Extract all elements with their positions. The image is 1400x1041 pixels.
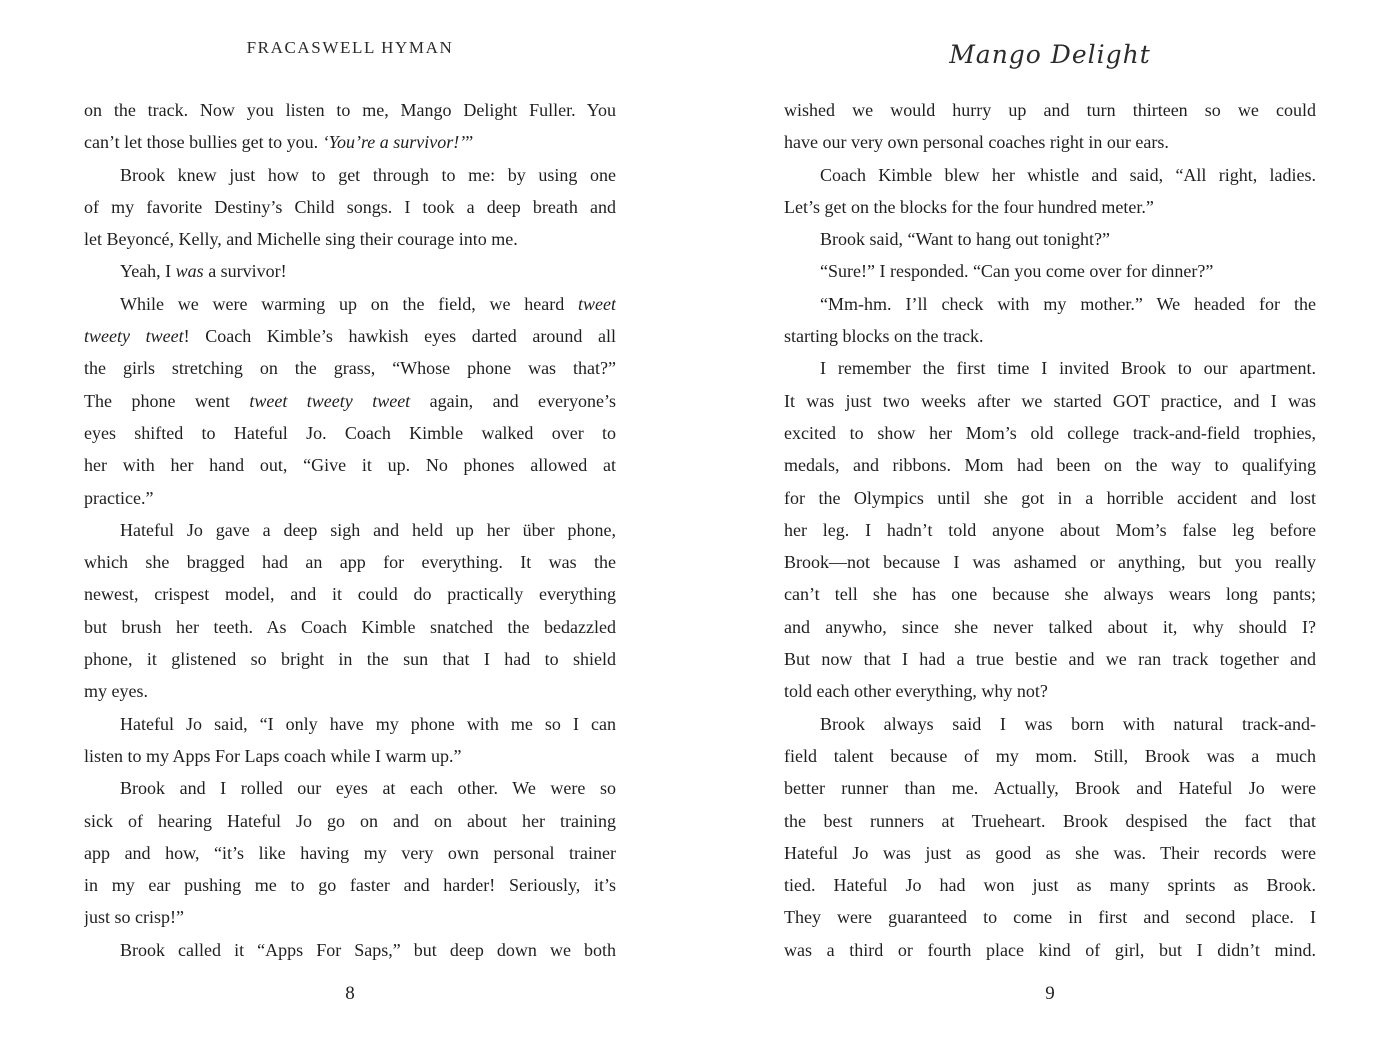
- text-line: which she bragged had an app for everything. It was the: [84, 552, 616, 573]
- text-line: Brook—not because I was ashamed or anything, but you really: [784, 552, 1316, 573]
- text-line: Let’s get on the blocks for the four hundred meter.”: [784, 196, 1154, 217]
- text-line: but brush her teeth. As Coach Kimble snatched the bedazzled: [84, 616, 616, 637]
- text-line: “Mm-hm. I’ll check with my mother.” We headed for the: [820, 293, 1316, 314]
- text-line: wished we would hurry up and turn thirteen so we could: [784, 100, 1316, 120]
- text-line: field talent because of my mom. Still, Brook was a much: [784, 745, 1316, 766]
- text-line: The phone went tweet tweety tweet again, and everyone’s: [84, 390, 616, 411]
- text-line: medals, and ribbons. Mom had been on the way to qualifying: [784, 455, 1316, 476]
- paragraph: [784, 159, 1316, 224]
- text-line: listen to my Apps For Laps coach while I warm up.”: [84, 745, 462, 766]
- text-line: my eyes.: [84, 681, 148, 702]
- text-line: the best runners at Trueheart. Brook despised the fact that: [784, 810, 1316, 831]
- text-line: I remember the first time I invited Brook to our apartment.: [820, 358, 1316, 379]
- text-line: Brook knew just how to get through to me: by using one: [120, 164, 616, 185]
- text-line: Brook called it “Apps For Saps,” but deep down we both: [120, 939, 616, 960]
- text-line: phone, it glistened so bright in the sun that I had to shield: [84, 649, 616, 670]
- running-head-author: FRACASWELL HYMAN: [246, 38, 454, 57]
- text-line: But now that I had a true bestie and we ran track together and: [784, 649, 1316, 670]
- text-line: her with her hand out, “Give it up. No phones allowed at: [84, 455, 616, 476]
- text-line: the girls stretching on the grass, “Whose phone was that?”: [84, 358, 616, 379]
- left-page-number: 8: [345, 983, 355, 1004]
- running-head-title: Mango Delight: [949, 40, 1151, 69]
- text-line: starting blocks on the track.: [784, 326, 984, 347]
- text-line: Brook and I rolled our eyes at each other. We were so: [120, 778, 616, 799]
- text-line: can’t tell she has one because she always wears long pants;: [784, 584, 1316, 605]
- text-line: of my favorite Destiny’s Child songs. I took a deep breath and: [84, 196, 616, 217]
- text-line: Yeah, I was a survivor!: [120, 261, 287, 282]
- text-line: newest, crispest model, and it could do practically everything: [84, 584, 616, 605]
- text-line: on the track. Now you listen to me, Mango Delight Fuller. You: [84, 100, 616, 120]
- text-line: have our very own personal coaches right in our ears.: [784, 132, 1169, 153]
- text-line: They were guaranteed to come in first and second place. I: [784, 907, 1316, 928]
- text-line: tied. Hateful Jo had won just as many sprints as Brook.: [784, 875, 1316, 896]
- text-line: “Sure!” I responded. “Can you come over for dinner?”: [820, 261, 1214, 282]
- paragraph: [84, 288, 616, 514]
- text-line: was a third or fourth place kind of girl, but I didn’t mind.: [784, 939, 1316, 960]
- text-line: Brook always said I was born with natural track-and-: [820, 713, 1316, 734]
- paragraph: [84, 772, 616, 933]
- text-line: Hateful Jo was just as good as she was. Their records were: [784, 842, 1316, 863]
- text-line: excited to show her Mom’s old college track-and-field trophies,: [784, 422, 1316, 443]
- text-line: tweety tweet! Coach Kimble’s hawkish eyes darted around all: [84, 326, 616, 347]
- text-line: Hateful Jo gave a deep sigh and held up her über phone,: [120, 519, 616, 540]
- left-page: [84, 0, 616, 1041]
- paragraph: [84, 255, 616, 287]
- text-line: Coach Kimble blew her whistle and said, “All right, ladies.: [820, 164, 1316, 185]
- paragraph: [784, 94, 1316, 159]
- right-page-number: 9: [1045, 983, 1055, 1004]
- text-line: While we were warming up on the field, we heard tweet: [120, 293, 616, 314]
- text-line: eyes shifted to Hateful Jo. Coach Kimble walked over to: [84, 422, 616, 443]
- paragraph: [784, 288, 1316, 353]
- text-line: let Beyoncé, Kelly, and Michelle sing their courage into me.: [84, 229, 518, 250]
- text-line: her leg. I hadn’t told anyone about Mom’s false leg before: [784, 519, 1316, 540]
- paragraph: [784, 708, 1316, 966]
- text-line: practice.”: [84, 487, 154, 508]
- text-line: It was just two weeks after we started GOT practice, and I was: [784, 390, 1316, 411]
- right-page: [784, 0, 1316, 1041]
- text-line: and anywho, since she never talked about it, why should I?: [784, 616, 1316, 637]
- paragraph: [84, 708, 616, 773]
- paragraph: [84, 514, 616, 708]
- text-line: Hateful Jo said, “I only have my phone with me so I can: [120, 713, 616, 734]
- text-line: better runner than me. Actually, Brook and Hateful Jo were: [784, 778, 1316, 799]
- paragraph: [784, 352, 1316, 707]
- text-line: sick of hearing Hateful Jo go on and on about her training: [84, 810, 616, 831]
- text-line: just so crisp!”: [84, 907, 184, 928]
- text-line: can’t let those bullies get to you. ‘You’re a survivor!’”: [84, 132, 474, 153]
- right-page-body: [784, 94, 1316, 966]
- text-line: app and how, “it’s like having my very own personal trainer: [84, 842, 616, 863]
- paragraph: [84, 94, 616, 159]
- paragraph: [84, 159, 616, 256]
- paragraph: [84, 934, 616, 966]
- text-line: in my ear pushing me to go faster and harder! Seriously, it’s: [84, 875, 616, 896]
- paragraph: [784, 255, 1316, 287]
- paragraph: [784, 223, 1316, 255]
- text-line: told each other everything, why not?: [784, 681, 1048, 702]
- text-line: for the Olympics until she got in a horrible accident and lost: [784, 487, 1316, 508]
- text-line: Brook said, “Want to hang out tonight?”: [820, 229, 1110, 250]
- left-page-body: [84, 94, 616, 966]
